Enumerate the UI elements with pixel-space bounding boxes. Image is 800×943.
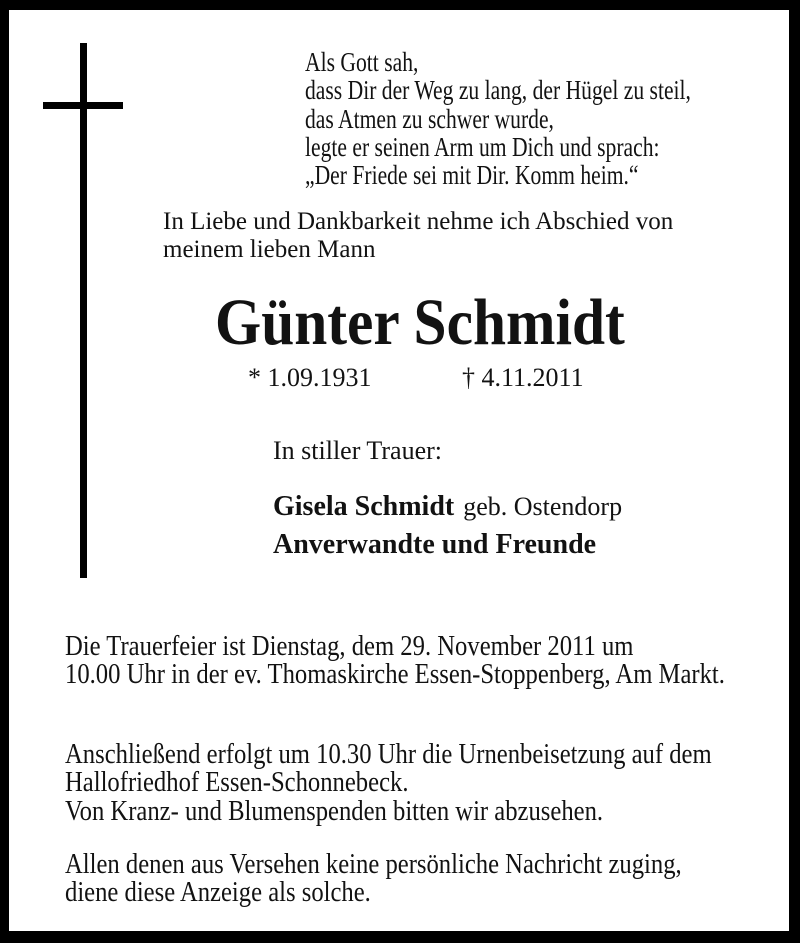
mourner-row — [273, 530, 596, 560]
mourning-heading: In stiller Trauer: — [273, 436, 442, 465]
announcement-line: 10.00 Uhr in der ev. Thomaskirche Essen-Stoppenberg, Am Markt. — [65, 659, 725, 691]
verse-line: Als Gott sah, — [305, 47, 419, 77]
funeral-service-paragraph — [65, 633, 725, 690]
verse-line: das Atmen zu schwer wurde, — [305, 103, 554, 134]
mourner-name: Gisela Schmidt — [273, 491, 455, 522]
intro-line: meinem lieben Mann — [163, 236, 376, 264]
announcement-line: Die Trauerfeier ist Dienstag, dem 29. November 2011 um — [65, 631, 634, 662]
intro-line: In Liebe und Dankbarkeit nehme ich Abschied von — [163, 208, 674, 235]
deceased-name: Günter Schmidt — [215, 286, 625, 359]
death-date: † 4.11.2011 — [462, 363, 584, 392]
memorial-verse — [305, 48, 691, 189]
verse-line: dass Dir der Weg zu lang, der Hügel zu steil, — [305, 75, 691, 106]
cross-vertical-bar — [80, 43, 87, 578]
mourner-row — [273, 492, 622, 522]
announcement-line: Anschließend erfolgt um 10.30 Uhr die Urnenbeisetzung auf dem — [65, 739, 712, 770]
cross-horizontal-bar — [43, 102, 123, 109]
mourner-name: Anverwandte und Freunde — [273, 529, 597, 560]
announcement-line: Von Kranz- und Blumenspenden bitten wir abzusehen. — [65, 795, 604, 827]
announcement-line: Hallofriedhof Essen-Schonnebeck. — [65, 767, 409, 799]
announcement-line: diene diese Anzeige als solche. — [65, 877, 371, 909]
mourner-name-suffix: geb. Ostendorp — [463, 492, 623, 521]
urn-burial-paragraph — [65, 741, 712, 826]
birth-date: * 1.09.1931 — [248, 363, 372, 392]
farewell-intro — [163, 208, 673, 265]
verse-line: „Der Friede sei mit Dir. Komm heim.“ — [305, 160, 639, 191]
verse-line: legte er seinen Arm um Dich und sprach: — [305, 131, 660, 162]
announcement-line: Allen denen aus Versehen keine persönliche Nachricht zuging, — [65, 849, 682, 880]
notification-paragraph — [65, 851, 682, 908]
